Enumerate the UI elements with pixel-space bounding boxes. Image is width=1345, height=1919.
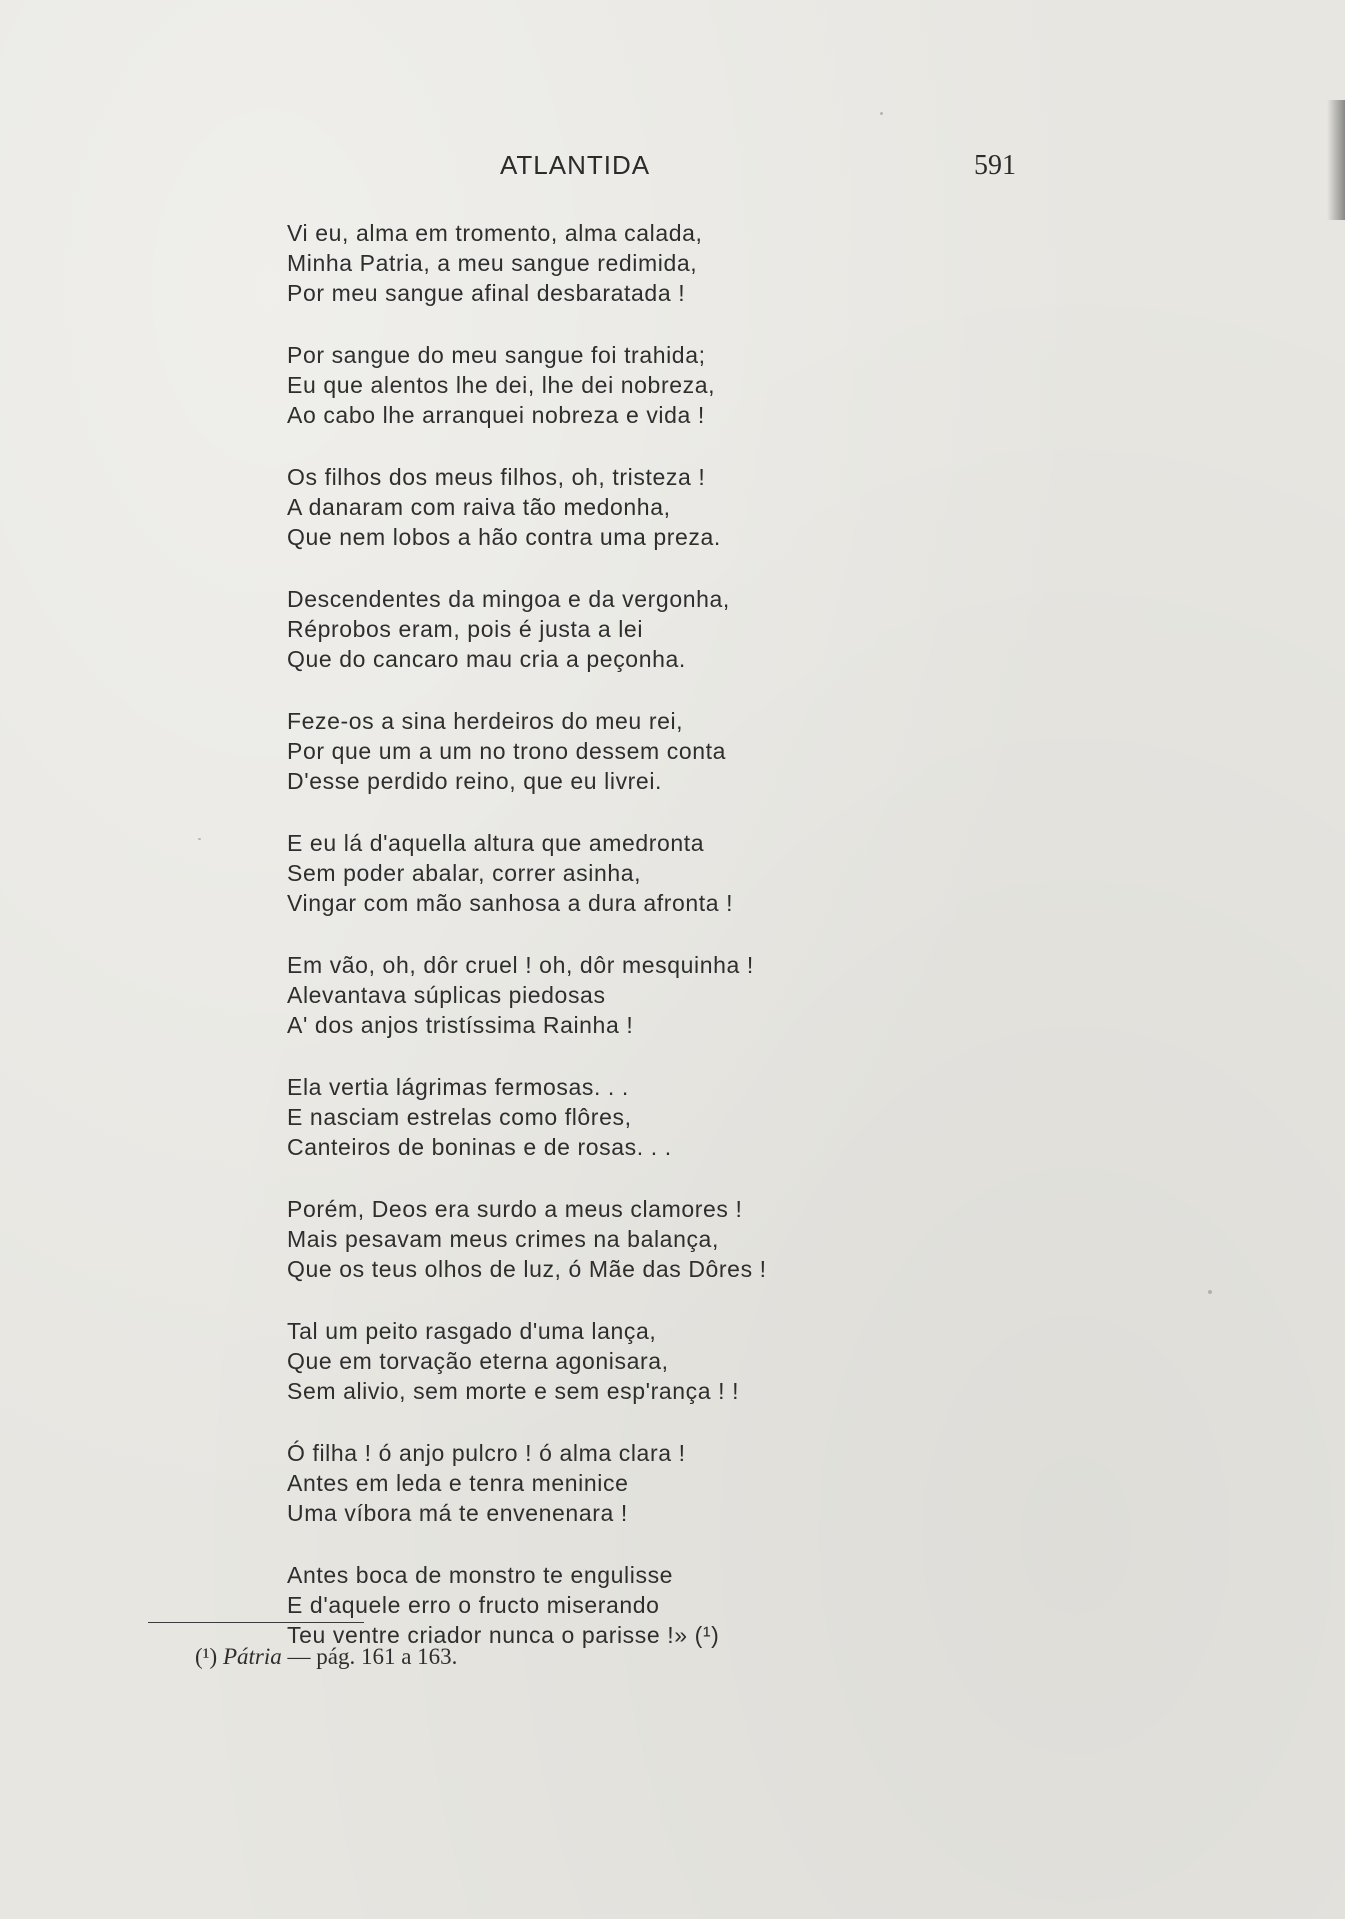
verse-line: Antes boca de monstro te engulisse: [287, 1562, 674, 1588]
footnote-page-range: — pág. 161 a 163.: [287, 1644, 458, 1669]
verse-line: Que do cancaro mau cria a peçonha.: [287, 646, 686, 672]
verse-line: Por meu sangue afinal desbaratada !: [287, 280, 686, 306]
verse-line: Minha Patria, a meu sangue redimida,: [287, 250, 698, 276]
verse-line: Em vão, oh, dôr cruel ! oh, dôr mesquinha !: [287, 952, 754, 978]
verse-line: Mais pesavam meus crimes na balança,: [287, 1226, 719, 1252]
verse-line: E eu lá d'aquella altura que amedronta: [287, 830, 705, 856]
paper-speck: [880, 112, 883, 115]
verse-line: Feze-os a sina herdeiros do meu rei,: [287, 708, 684, 734]
stanza: [287, 584, 1147, 674]
verse-line: Réprobos eram, pois é justa a lei: [287, 616, 644, 642]
verse-line: Por sangue do meu sangue foi trahida;: [287, 342, 706, 368]
footnote-source-title: Pátria: [222, 1644, 282, 1669]
running-header-title: ATLANTIDA: [500, 150, 651, 180]
stanza: [287, 828, 1147, 918]
verse-line: Por que um a um no trono dessem conta: [287, 738, 726, 764]
verse-line: Que nem lobos a hão contra uma preza.: [287, 524, 721, 550]
verse-line: Que em torvação eterna agonisara,: [287, 1348, 669, 1374]
verse-line: Teu ventre criador nunca o parisse !» (¹): [287, 1622, 720, 1648]
verse-line: Porém, Deos era surdo a meus clamores !: [287, 1196, 743, 1222]
verse-line: Ó filha ! ó anjo pulcro ! ó alma clara !: [287, 1440, 686, 1466]
page-edge-shadow: [1327, 100, 1345, 220]
stanza: [287, 706, 1147, 796]
verse-line: Antes em leda e tenra meninice: [287, 1470, 629, 1496]
stanza: [287, 1072, 1147, 1162]
stanza: [287, 950, 1147, 1040]
verse-line: Alevantava súplicas piedosas: [287, 982, 606, 1008]
verse-line: Descendentes da mingoa e da vergonha,: [287, 586, 730, 612]
verse-line: Ao cabo lhe arranquei nobreza e vida !: [287, 402, 705, 428]
verse-line: Uma víbora má te envenenara !: [287, 1500, 628, 1526]
verse-line: Os filhos dos meus filhos, oh, tristeza !: [287, 464, 706, 490]
verse-line: A' dos anjos tristíssima Rainha !: [287, 1012, 634, 1038]
stanza: [287, 340, 1147, 430]
footnote-marker: (¹): [195, 1644, 218, 1669]
verse-line: D'esse perdido reino, que eu livrei.: [287, 768, 663, 794]
verse-line: Canteiros de boninas e de rosas. . .: [287, 1134, 672, 1160]
verse-line: E d'aquele erro o fructo miserando: [287, 1592, 660, 1618]
verse-line: Vi eu, alma em tromento, alma calada,: [287, 220, 703, 246]
poem-body: [287, 218, 1147, 1682]
verse-line: Eu que alentos lhe dei, lhe dei nobreza,: [287, 372, 716, 398]
verse-line: Vingar com mão sanhosa a dura afronta !: [287, 890, 734, 916]
stanza: [287, 218, 1147, 308]
stanza: [287, 462, 1147, 552]
stanza: [287, 1316, 1147, 1406]
paper-speck: [198, 838, 201, 840]
footnote: [195, 1644, 457, 1670]
footnote-separator: [148, 1622, 364, 1623]
verse-line: Sem poder abalar, correr asinha,: [287, 860, 642, 886]
paper-speck: [1208, 1290, 1212, 1294]
verse-line: E nasciam estrelas como flôres,: [287, 1104, 632, 1130]
stanza: [287, 1194, 1147, 1284]
verse-line: A danaram com raiva tão medonha,: [287, 494, 671, 520]
verse-line: Tal um peito rasgado d'uma lança,: [287, 1318, 657, 1344]
stanza: [287, 1560, 1147, 1650]
verse-line: Ela vertia lágrimas fermosas. . .: [287, 1074, 629, 1100]
page-number: 591: [974, 150, 1016, 181]
stanza: [287, 1438, 1147, 1528]
verse-line: Que os teus olhos de luz, ó Mãe das Dôres !: [287, 1256, 767, 1282]
verse-line: Sem alivio, sem morte e sem esp'rança ! !: [287, 1378, 740, 1404]
